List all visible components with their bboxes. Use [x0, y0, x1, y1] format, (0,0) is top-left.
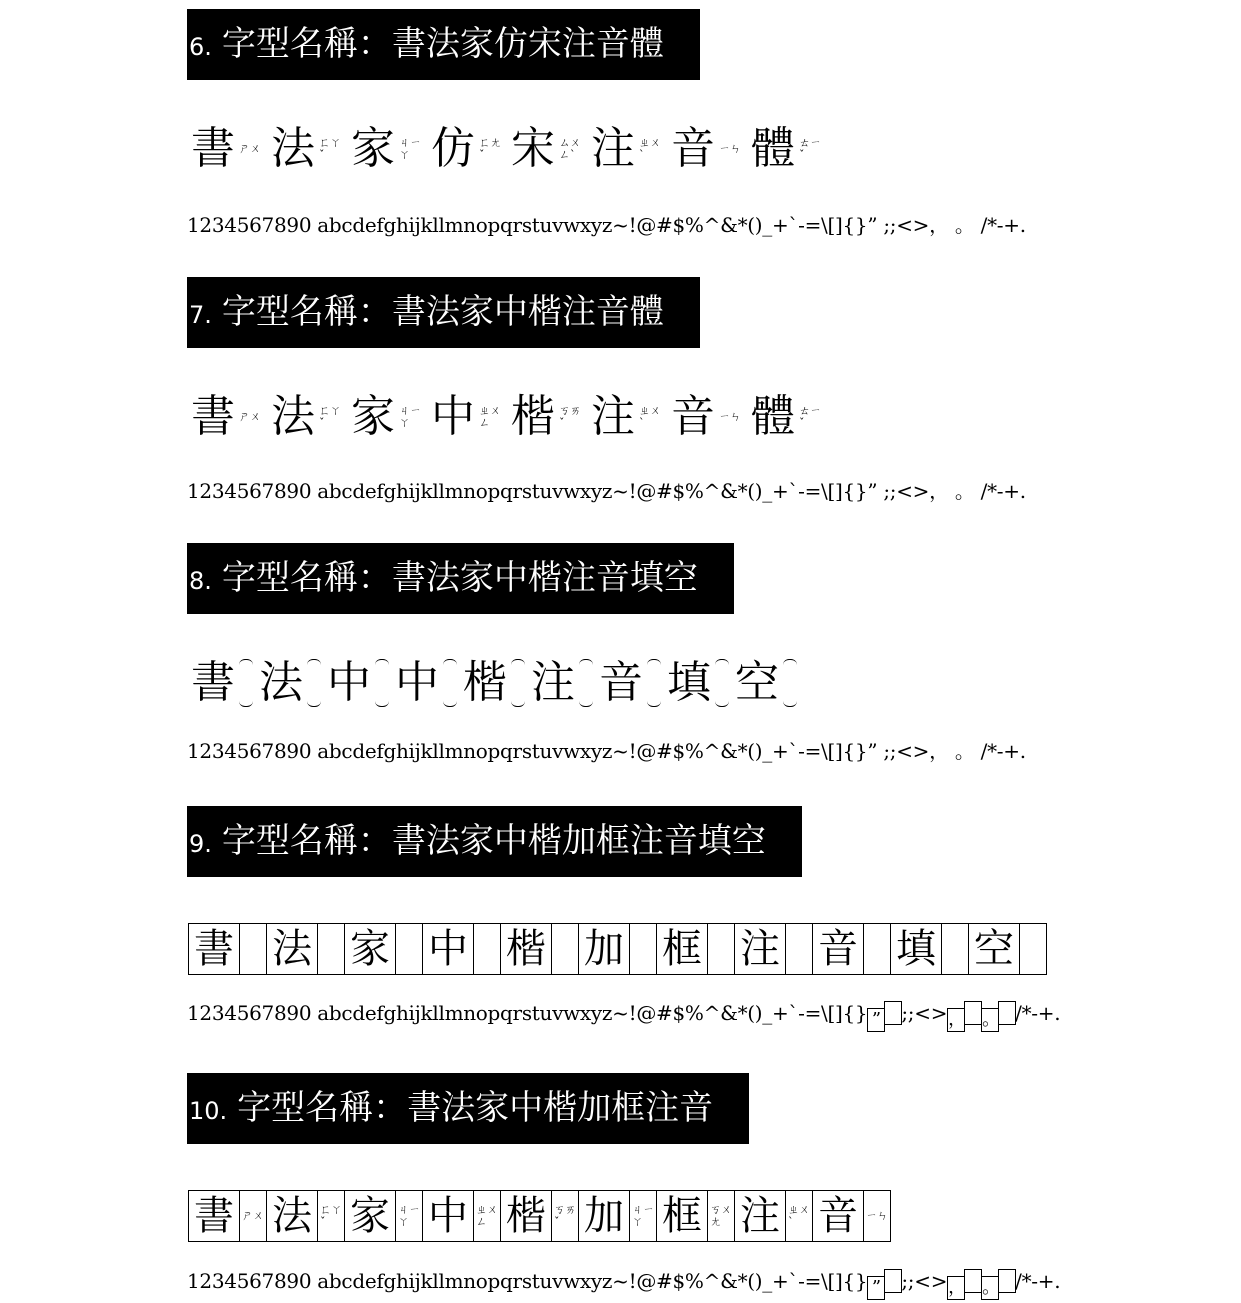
zhuyin-annotation: ㄈㄚˇ	[319, 404, 341, 429]
boxed-cell	[501, 1191, 579, 1241]
section-header	[187, 277, 700, 348]
sample-character: 書	[191, 123, 235, 174]
section-header	[187, 543, 734, 614]
zhuyin-annotation: ㄐㄧㄚ	[632, 1203, 654, 1228]
boxed-cell	[579, 924, 657, 974]
ascii-box	[964, 1001, 982, 1025]
font-sample-boxed-wrap	[188, 919, 1047, 979]
ascii-sample: 1234567890 abcdefghijkllmnopqrstuvwxyz~!@#$%^&*()_+`-=\[]{}” ;;<>， 。 /*-+.	[187, 213, 1026, 237]
font-sample-zhuyin	[191, 387, 831, 447]
blank-bracket	[783, 659, 797, 707]
zhuyin-annotation: ㄐㄧㄚ	[399, 404, 421, 429]
sample-character: 書	[189, 1191, 240, 1241]
blank-box	[1020, 924, 1046, 974]
sample-character: 填	[891, 924, 942, 974]
zhuyin-annotation: ㄙㄨㄥˋ	[559, 136, 581, 161]
boxed-cell	[579, 1191, 657, 1241]
blank-box	[864, 924, 890, 974]
sample-character: 法	[259, 657, 303, 708]
ascii-text: /*-+.	[1015, 1269, 1061, 1293]
sample-character: 加	[579, 924, 630, 974]
sample-character: 法	[267, 1191, 318, 1241]
ascii-sample: 1234567890 abcdefghijkllmnopqrstuvwxyz~!@#$%^&*()_+`-=\[]{}” ;;<>， 。 /*-+.	[187, 739, 1026, 763]
section-title: 字型名稱：書法家中楷注音填空	[221, 558, 698, 598]
blank-box	[708, 924, 734, 974]
zhuyin-annotation: ㄐㄧㄚ	[398, 1203, 420, 1228]
boxed-cell	[423, 924, 501, 974]
blank-bracket	[511, 659, 525, 707]
section-title: 字型名稱：書法家仿宋注音體	[221, 24, 664, 64]
font-sample-boxed-wrap	[188, 1186, 891, 1246]
zhuyin-annotation: ㄓㄨˋ	[639, 404, 661, 429]
blank-box	[318, 924, 344, 974]
sample-character: 書	[189, 924, 240, 974]
sample-character: 空	[969, 924, 1020, 974]
ascii-text: /*-+.	[1015, 1001, 1061, 1025]
sample-character: 書	[191, 391, 235, 442]
ascii-text: ;;<>	[901, 1001, 948, 1025]
blank-bracket	[307, 659, 321, 707]
zhuyin-annotation: ㄎㄞˇ	[554, 1203, 576, 1228]
sample-character: 楷	[511, 391, 555, 442]
boxed-cell	[813, 924, 891, 974]
sample-character: 注	[735, 1191, 786, 1241]
zhuyin-annotation: ㄈㄤˇ	[479, 136, 501, 161]
blank-bracket	[579, 659, 593, 707]
sample-character: 宋	[511, 123, 555, 174]
zhuyin-annotation: ㄓㄨˋ	[639, 136, 661, 161]
blank-box	[396, 924, 422, 974]
boxed-cell	[189, 1191, 267, 1241]
sample-character: 填	[667, 657, 711, 708]
sample-character: 中	[423, 924, 474, 974]
ascii-box: ，	[948, 1277, 966, 1298]
section-title: 字型名稱：書法家中楷注音體	[221, 292, 664, 332]
zhuyin-annotation: ㄕㄨ	[239, 142, 261, 155]
font-section-10	[187, 1073, 1061, 1298]
blank-box	[630, 924, 656, 974]
blank-box	[552, 924, 578, 974]
ascii-box	[964, 1269, 982, 1293]
blank-bracket	[375, 659, 389, 707]
sample-character: 音	[813, 1191, 864, 1241]
font-sample-zhuyin	[191, 119, 831, 179]
sample-character: 家	[351, 123, 395, 174]
zhuyin-annotation: ㄧㄣ	[866, 1209, 888, 1222]
sample-character: 家	[345, 1191, 396, 1241]
ascii-sample	[187, 1001, 1060, 1032]
section-title: 字型名稱：書法家中楷加框注音填空	[221, 821, 766, 861]
boxed-cell	[423, 1191, 501, 1241]
ascii-boxes	[867, 1269, 901, 1300]
sample-character: 注	[531, 657, 575, 708]
boxed-cell	[189, 924, 267, 974]
ascii-text: 1234567890 abcdefghijkllmnopqrstuvwxyz~!@#$%^&*()_+`-=\[]{}	[187, 1269, 868, 1293]
zhuyin-annotation: ㄈㄚˇ	[320, 1203, 342, 1228]
boxed-cell	[813, 1191, 890, 1241]
blank-bracket	[647, 659, 661, 707]
sample-character: 書	[191, 657, 235, 708]
sample-character: 楷	[501, 1191, 552, 1241]
boxed-cell	[501, 924, 579, 974]
zhuyin-annotation: ㄎㄨㄤ	[710, 1203, 732, 1228]
section-number: 10.	[189, 1097, 228, 1125]
blank-box	[942, 924, 968, 974]
section-number: 6.	[189, 33, 212, 61]
ascii-boxes	[947, 1001, 1015, 1032]
zhuyin-annotation: ㄓㄨㄥ	[476, 1203, 498, 1228]
zhuyin-annotation: ㄊㄧˇ	[799, 136, 821, 161]
boxed-cell	[735, 1191, 813, 1241]
ascii-text: ;;<>	[901, 1269, 948, 1293]
font-sample-boxed-zhuyin	[188, 1190, 891, 1242]
sample-character: 中	[431, 391, 475, 442]
blank-bracket	[239, 659, 253, 707]
font-section-7	[187, 277, 1026, 503]
sample-character: 中	[395, 657, 439, 708]
sample-character: 音	[671, 391, 715, 442]
sample-character: 音	[671, 123, 715, 174]
sample-character: 法	[267, 924, 318, 974]
sample-character: 法	[271, 123, 315, 174]
boxed-cell	[657, 1191, 735, 1241]
font-sample-boxed-blank	[188, 923, 1047, 975]
sample-character: 中	[423, 1191, 474, 1241]
ascii-box	[884, 1001, 902, 1025]
sample-character: 注	[591, 123, 635, 174]
sample-character: 音	[599, 657, 643, 708]
boxed-cell	[891, 924, 969, 974]
section-header	[187, 806, 802, 877]
sample-character: 注	[591, 391, 635, 442]
blank-box	[786, 924, 812, 974]
sample-character: 中	[327, 657, 371, 708]
boxed-cell	[735, 924, 813, 974]
zhuyin-annotation: ㄈㄚˇ	[319, 136, 341, 161]
boxed-cell	[267, 924, 345, 974]
zhuyin-annotation: ㄓㄨˋ	[788, 1203, 810, 1228]
sample-character: 法	[271, 391, 315, 442]
blank-bracket	[443, 659, 457, 707]
ascii-box	[998, 1269, 1016, 1293]
sample-character: 加	[579, 1191, 630, 1241]
blank-box	[240, 924, 266, 974]
zhuyin-annotation: ㄎㄞˇ	[559, 404, 581, 429]
sample-character: 楷	[501, 924, 552, 974]
ascii-box: 。	[982, 1277, 1000, 1298]
boxed-cell	[345, 924, 423, 974]
blank-box	[474, 924, 500, 974]
section-title: 字型名稱：書法家中楷加框注音	[237, 1088, 714, 1128]
sample-character: 音	[813, 924, 864, 974]
ascii-box: ”	[867, 1008, 885, 1032]
sample-character: 家	[345, 924, 396, 974]
ascii-boxes	[867, 1001, 901, 1032]
sample-character: 楷	[463, 657, 507, 708]
zhuyin-annotation: ㄕㄨ	[239, 410, 261, 423]
zhuyin-annotation: ㄧㄣ	[719, 142, 741, 155]
zhuyin-annotation: ㄕㄨ	[242, 1209, 264, 1222]
sample-character: 體	[751, 123, 795, 174]
zhuyin-annotation: ㄊㄧˇ	[799, 404, 821, 429]
boxed-cell	[267, 1191, 345, 1241]
ascii-sample: 1234567890 abcdefghijkllmnopqrstuvwxyz~!@#$%^&*()_+`-=\[]{}” ;;<>， 。 /*-+.	[187, 479, 1026, 503]
section-number: 7.	[189, 301, 212, 329]
font-sample-blank	[191, 653, 803, 713]
boxed-cell	[345, 1191, 423, 1241]
zhuyin-annotation: ㄧㄣ	[719, 410, 741, 423]
zhuyin-annotation: ㄐㄧㄚ	[399, 136, 421, 161]
section-number: 9.	[189, 830, 212, 858]
section-header	[187, 9, 700, 80]
sample-character: 注	[735, 924, 786, 974]
font-section-8	[187, 543, 1026, 763]
ascii-box: ”	[867, 1276, 885, 1300]
section-number: 8.	[189, 567, 212, 595]
boxed-cell	[969, 924, 1046, 974]
sample-character: 框	[657, 924, 708, 974]
section-header	[187, 1073, 749, 1144]
ascii-box	[884, 1269, 902, 1293]
blank-bracket	[715, 659, 729, 707]
sample-character: 空	[735, 657, 779, 708]
ascii-box	[998, 1001, 1016, 1025]
ascii-boxes	[947, 1269, 1015, 1300]
sample-character: 家	[351, 391, 395, 442]
boxed-cell	[657, 924, 735, 974]
sample-character: 體	[751, 391, 795, 442]
ascii-box: 。	[982, 1009, 1000, 1030]
sample-character: 仿	[431, 123, 475, 174]
font-section-6	[187, 9, 1026, 237]
ascii-sample	[187, 1269, 1060, 1300]
sample-character: 框	[657, 1191, 708, 1241]
ascii-box: ，	[948, 1009, 966, 1030]
font-section-9	[187, 806, 1061, 1030]
ascii-text: 1234567890 abcdefghijkllmnopqrstuvwxyz~!@#$%^&*()_+`-=\[]{}	[187, 1001, 868, 1025]
zhuyin-annotation: ㄓㄨㄥ	[479, 404, 501, 429]
